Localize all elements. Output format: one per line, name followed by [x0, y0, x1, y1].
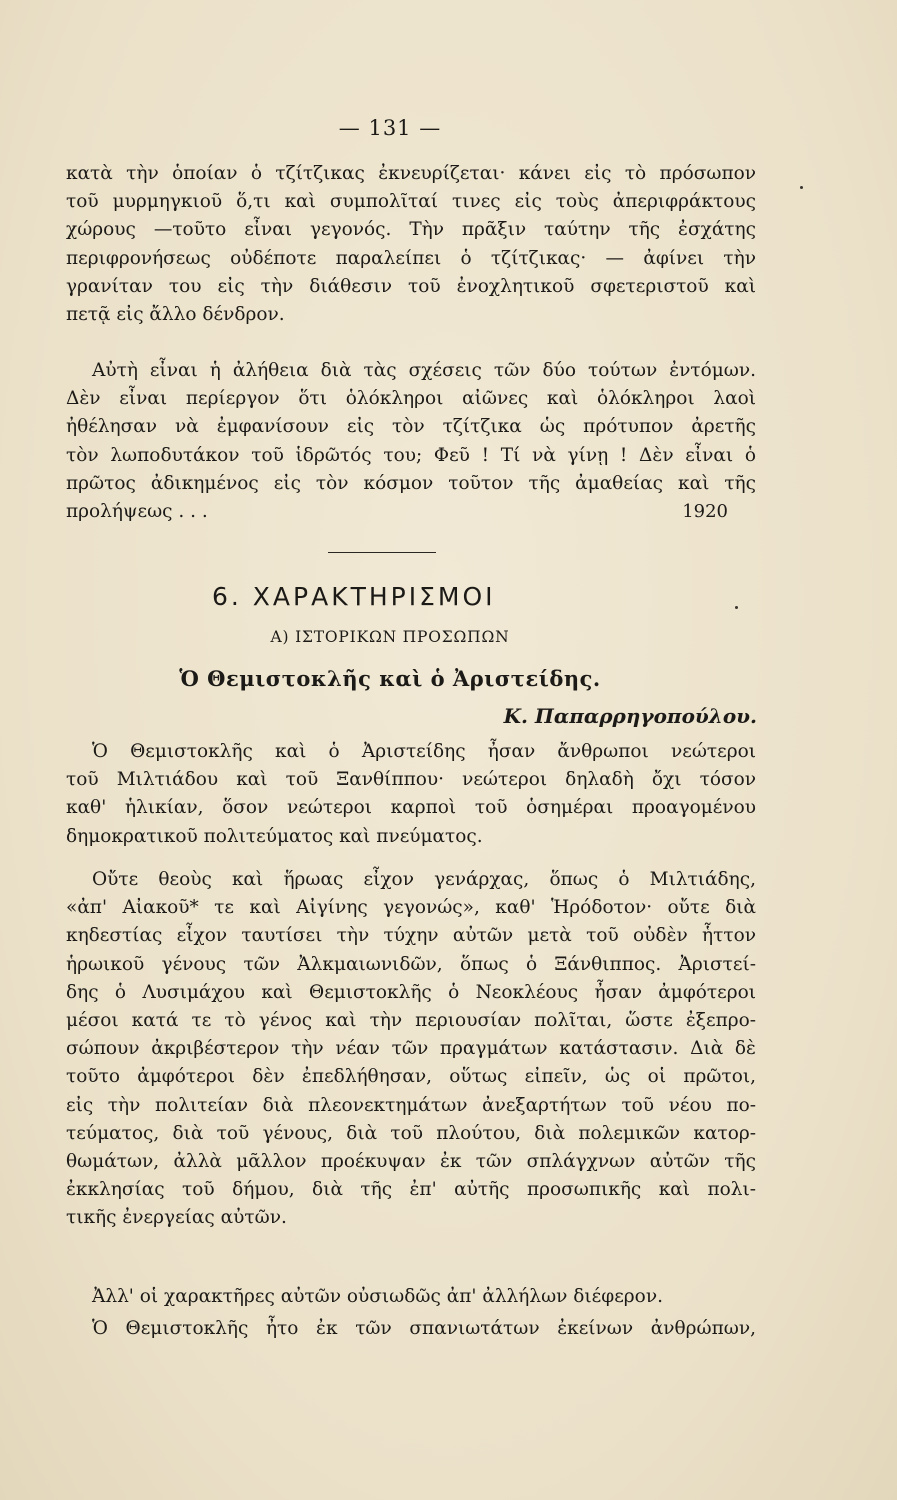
text-line: δης ὁ Λυσιμάχου καὶ Θεμιστοκλῆς ὁ Νεοκλέους ἦσαν ἀμφότεροι: [66, 981, 756, 1003]
section-heading: 6. ΧΑΡΑΚΤΗΡΙΣΜΟΙ: [212, 582, 496, 611]
text-line: θωμάτων, ἀλλὰ μᾶλλον προέκυψαν ἐκ τῶν σπλάγχνων αὐτῶν τῆς: [66, 1150, 756, 1172]
paragraph-three: [66, 738, 756, 851]
text-line: δημοκρατικοῦ πολιτεύματος καὶ πνεύματος.: [66, 825, 483, 847]
text-line: τοῦτο ἀμφότεροι δὲν ἐπεδλήθησαν, οὕτως εἰπεῖν, ὡς οἱ πρῶτοι,: [66, 1066, 756, 1088]
text-line: καθ' ἡλικίαν, ὅσον νεώτεροι καρποὶ τοῦ ὁσημέραι προαγομένου: [66, 797, 756, 819]
page-number: — 131 —: [338, 116, 442, 140]
paragraph-top: [66, 160, 756, 329]
text-line: σώπουν ἀκριβέστερον τὴν νέαν τῶν πραγμάτων κατάστασιν. Διὰ δὲ: [66, 1038, 756, 1060]
closing-line: [66, 498, 756, 526]
paragraph-five: [66, 1283, 756, 1311]
text-line: προλήψεως . . .: [66, 500, 208, 522]
text-line: Ὁ Θεμιστοκλῆς ἦτο ἐκ τῶν σπανιωτάτων ἐκείνων ἀνθρώπων,: [92, 1318, 756, 1339]
text-line: κατὰ τὴν ὁποίαν ὁ τζίτζικας ἐκνευρίζεται· κάνει εἰς τὸ πρόσωπον: [66, 163, 756, 184]
text-line: πρῶτος ἀδικημένος εἰς τὸν κόσμον τοῦτον τῆς ἀμαθείας καὶ τῆς: [66, 472, 756, 494]
text-line: μέσοι κατά τε τὸ γένος καὶ τὴν περιουσίαν πολῖται, ὥστε ἐξεπρο-: [66, 1009, 756, 1031]
text-line: ἐκκλησίας τοῦ δήμου, διὰ τῆς ἐπ' αὐτῆς προσωπικῆς καὶ πολι-: [66, 1179, 756, 1201]
text-line: Δὲν εἶναι περίεργον ὅτι ὁλόκληροι αἰῶνες καὶ ὁλόκληροι λαοὶ: [66, 388, 756, 410]
text-line: Αὐτὴ εἶναι ἡ ἀλήθεια διὰ τὰς σχέσεις τῶν δύο τούτων ἐντόμων.: [92, 360, 756, 381]
text-line: περιφρονήσεως οὐδέποτε παραλείπει ὁ τζίτζικας· — ἀφίνει τὴν: [66, 247, 756, 269]
paragraph-four: [66, 866, 756, 1232]
text-line: Ὁ Θεμιστοκλῆς καὶ ὁ Ἀριστείδης ἦσαν ἄνθρωποι νεώτεροι: [92, 741, 756, 762]
text-line: τοῦ μυρμηγκιοῦ ὅ,τι καὶ συμπολῖταί τινες εἰς τοὺς ἀπεριφράκτους: [66, 191, 756, 213]
subsection-heading: Α) ΙΣΤΟΡΙΚΩΝ ΠΡΟΣΩΠΩΝ: [270, 628, 510, 646]
author-name: Κ. Παπαρρηγοπούλου.: [503, 704, 757, 728]
paragraph-six: [66, 1315, 756, 1343]
text-line: Οὔτε θεοὺς καὶ ἥρωας εἶχον γενάρχας, ὅπως ὁ Μιλτιάδης,: [92, 869, 756, 890]
text-line: Ἀλλ' οἱ χαρακτῆρες αὐτῶν οὐσιωδῶς ἀπ' ἀλλήλων διέφερον.: [92, 1286, 663, 1307]
text-line: κηδεστίας εἶχον ταυτίσει τὴν τύχην αὐτῶν μετὰ τοῦ οὐδὲν ἧττον: [66, 925, 756, 947]
section-divider: [328, 552, 436, 553]
text-line: «ἀπ' Αἰακοῦ* τε καὶ Αἰγίνης γεγονώς», καθ' Ἡρόδοτον· οὔτε διὰ: [66, 897, 756, 919]
page-speck: [735, 606, 738, 609]
text-line: γρανίταν του εἰς τὴν διάθεσιν τοῦ ἐνοχλητικοῦ σφετεριστοῦ καὶ: [66, 275, 756, 297]
paragraph-two: [66, 357, 756, 526]
text-line: τεύματος, διὰ τοῦ γένους, διὰ τοῦ πλούτου, διὰ πολεμικῶν κατορ-: [66, 1122, 756, 1144]
text-line: χώρους —τοῦτο εἶναι γεγονός. Τὴν πρᾶξιν ταύτην τῆς ἐσχάτης: [66, 219, 756, 241]
text-line: τικῆς ἐνεργείας αὐτῶν.: [66, 1207, 287, 1229]
text-line: τὸν λωποδυτάκον τοῦ ἱδρῶτός του; Φεῦ ! Τί νὰ γίνῃ ! Δὲν εἶναι ὁ: [66, 444, 756, 466]
text-line: ἠθέλησαν νὰ ἐμφανίσουν εἰς τὸν τζίτζικα ὡς πρότυπον ἀρετῆς: [66, 416, 756, 438]
text-line: ἡρωικοῦ γένους τῶν Ἀλκμαιωνιδῶν, ὅπως ὁ Ξάνθιππος. Ἀριστεί-: [66, 953, 756, 975]
page-speck: [800, 186, 803, 189]
date-label: 1920: [682, 500, 728, 522]
text-line: πετᾷ εἰς ἄλλο δένδρον.: [66, 303, 285, 325]
text-line: εἰς τὴν πολιτείαν διὰ πλεονεκτημάτων ἀνεξαρτήτων τοῦ νέου πο-: [66, 1094, 756, 1116]
text-line: τοῦ Μιλτιάδου καὶ τοῦ Ξανθίππου· νεώτεροι δηλαδὴ ὄχι τόσον: [66, 769, 756, 791]
essay-title: Ὁ Θεμιστοκλῆς καὶ ὁ Ἀριστείδης.: [179, 666, 601, 691]
